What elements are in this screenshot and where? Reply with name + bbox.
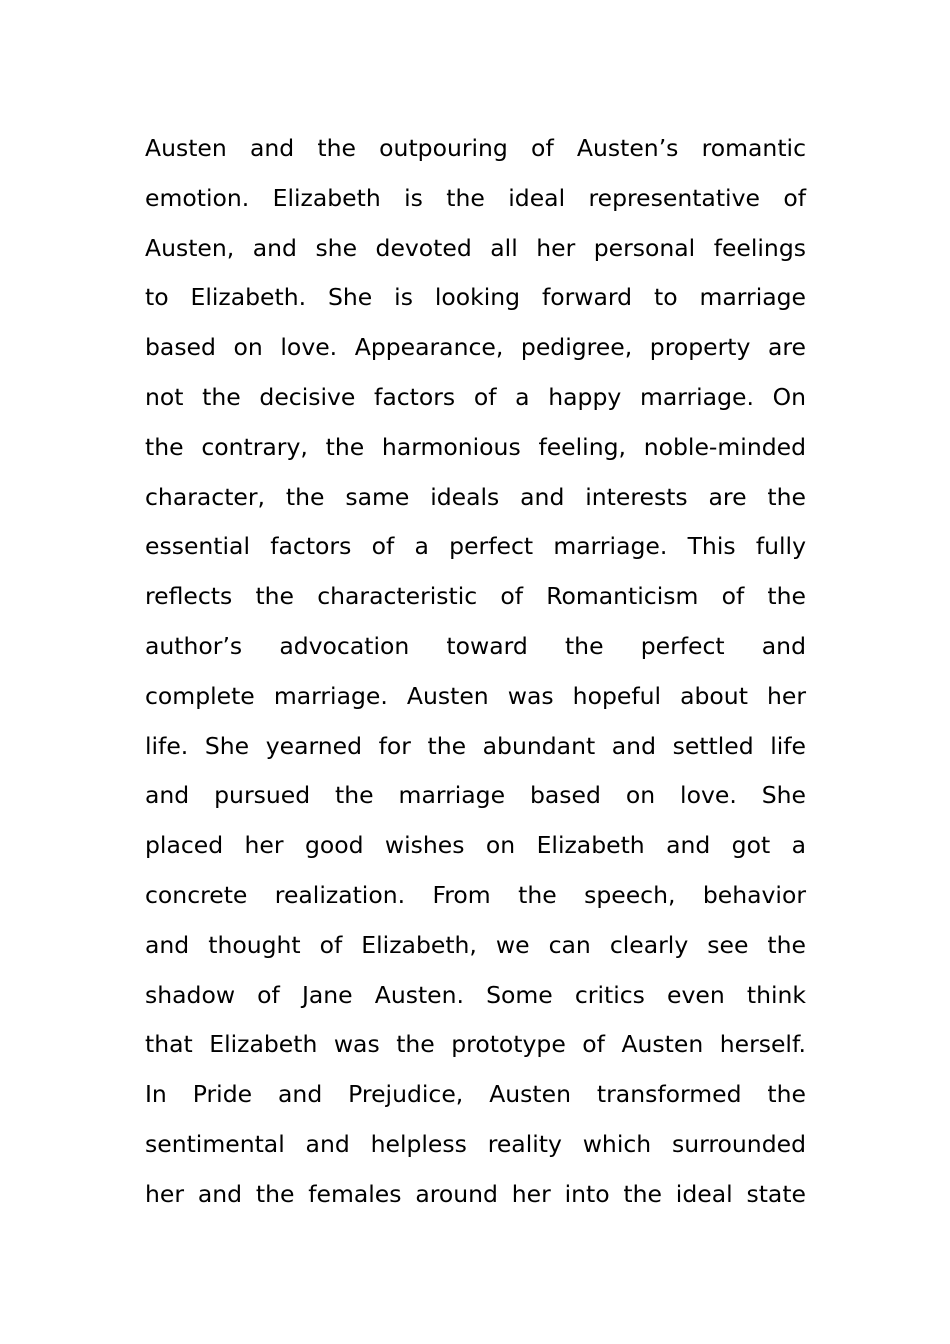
text-line-5: based on love. Appearance, pedigree, property are xyxy=(145,333,806,362)
text-line-22: her and the females around her into the ideal state xyxy=(145,1179,806,1208)
text-line-7: the contrary, the harmonious feeling, noble-minded xyxy=(145,432,806,461)
text-line-20: In Pride and Prejudice, Austen transformed the xyxy=(145,1080,806,1109)
text-line-11: author’s advocation toward the perfect and xyxy=(145,631,806,660)
text-line-17: and thought of Elizabeth, we can clearly see the xyxy=(145,930,806,959)
text-line-15: placed her good wishes on Elizabeth and got a xyxy=(145,831,806,860)
text-line-2: emotion. Elizabeth is the ideal representative of xyxy=(145,183,806,212)
text-line-18: shadow of Jane Austen. Some critics even think xyxy=(145,980,806,1009)
text-line-8: character, the same ideals and interests are the xyxy=(145,482,806,511)
text-line-13: life. She yearned for the abundant and settled life xyxy=(145,731,806,760)
text-line-6: not the decisive factors of a happy marriage. On xyxy=(145,382,806,411)
text-line-4: to Elizabeth. She is looking forward to marriage xyxy=(145,283,806,312)
body-paragraph xyxy=(145,124,806,1220)
text-line-3: Austen, and she devoted all her personal feelings xyxy=(145,233,806,262)
text-line-21: sentimental and helpless reality which surrounded xyxy=(145,1129,806,1158)
text-line-14: and pursued the marriage based on love. She xyxy=(145,781,806,810)
text-line-12: complete marriage. Austen was hopeful about her xyxy=(145,681,806,710)
text-line-1: Austen and the outpouring of Austen’s romantic xyxy=(145,134,806,162)
text-line-10: reflects the characteristic of Romanticism of the xyxy=(145,582,806,611)
text-line-16: concrete realization. From the speech, behavior xyxy=(145,880,806,909)
text-line-19: that Elizabeth was the prototype of Austen herself. xyxy=(145,1030,806,1059)
text-line-9: essential factors of a perfect marriage. This fully xyxy=(145,532,806,561)
